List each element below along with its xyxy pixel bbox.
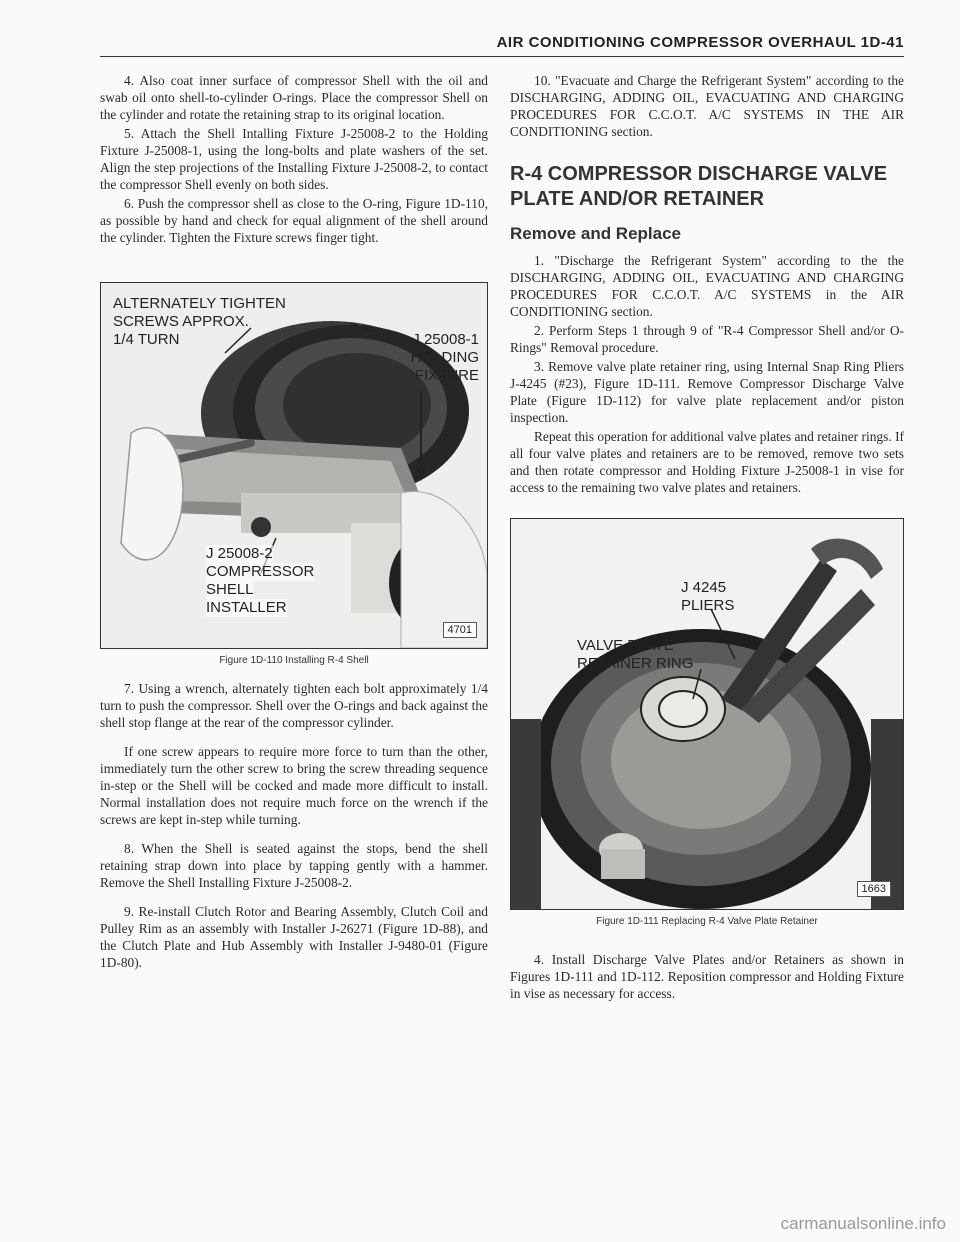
figure-tag-1663: 1663 [857, 881, 891, 897]
label-alternately-tighten: ALTERNATELY TIGHTEN [113, 295, 286, 312]
label-j25008-2: J 25008-2 [206, 545, 273, 562]
label-fixture: FIXTURE [414, 367, 479, 384]
label-pliers: PLIERS [681, 597, 735, 614]
label-j25008-1: J 25008-1 [412, 331, 479, 348]
paragraph-remove-step-1: 1. "Discharge the Refrigerant System" according to the the DISCHARGING, ADDING OIL, EVACUATING AND CHARGING PROCEDURES FOR C.C.O.T. A/C SYSTEMS in the AIR CONDITIONING section. [510, 253, 904, 319]
paragraph-step-7-note: If one screw appears to require more force to turn than the other, immediately turn the other screw to bring the screw threading sequence in-step or the Shell will be cocked and made more difficult to install. Normal installation does not require much force on the wrench if the screws are kept in-step while turning. [100, 744, 488, 827]
figure-1d-111-caption: Figure 1D-111 Replacing R-4 Valve Plate Retainer [596, 916, 818, 927]
figure-1d-111 [510, 518, 904, 910]
label-compressor: COMPRESSOR [206, 563, 315, 580]
paragraph-remove-step-2: 2. Perform Steps 1 through 9 of "R-4 Compressor Shell and/or O-Rings" Removal procedure. [510, 323, 904, 355]
label-retainer-ring: RETAINER RING [577, 655, 694, 672]
paragraph-step-7: 7. Using a wrench, alternately tighten each bolt approximately 1/4 turn to push the compressor. Shell over the O-rings and back against the shell stop flange at the rear of the compressor cylinder. [100, 681, 488, 730]
label-valve-plate: VALVE PLATE [577, 637, 674, 654]
right-column [510, 72, 904, 1004]
left-column [100, 72, 488, 973]
sub-title: Remove and Replace [510, 224, 682, 243]
label-holding: HOLDING [410, 349, 479, 366]
paragraph-step-10: 10. "Evacuate and Charge the Refrigerant System" according to the DISCHARGING, ADDING OIL, EVACUATING AND CHARGING PROCEDURES FOR C.C.O.T. A/C SYSTEMS IN THE AIR CONDITIONING section. [510, 73, 904, 139]
figure-tag-4701: 4701 [443, 622, 477, 638]
figure-1d-110-caption: Figure 1D-110 Installing R-4 Shell [219, 655, 369, 666]
label-shell: SHELL [206, 581, 254, 598]
paragraph-remove-step-3: 3. Remove valve plate retainer ring, using Internal Snap Ring Pliers J-4245 (#23), Figure 1D-111. Remove Compressor Discharge Valve Plate (Figure 1D-112) for valve plate replacement and/or piston inspection. [510, 359, 904, 425]
page-header [100, 30, 904, 57]
label-j4245: J 4245 [681, 579, 727, 596]
figure-1d-111-illustration [511, 519, 903, 909]
paragraph-step-5: 5. Attach the Shell Intalling Fixture J-25008-2 to the Holding Fixture J-25008-1, using the long-bolts and plate washers of the set. Align the step projections of the Installing Fixture J-25008-2, to contact the compressor Shell evenly on both sides. [100, 126, 488, 192]
paragraph-step-8: 8. When the Shell is seated against the stops, bend the shell retaining strap down into place by tapping gently with a hammer. Remove the Shell Installing Fixture J-25008-2. [100, 841, 488, 890]
label-quarter-turn: 1/4 TURN [113, 331, 180, 348]
label-screws-approx: SCREWS APPROX. [113, 313, 249, 330]
paragraph-step-9: 9. Re-install Clutch Rotor and Bearing Assembly, Clutch Coil and Pulley Rim as an assembly with Installer J-26271 (Figure 1D-88), and the Clutch Plate and Hub Assembly with Installer J-9480-01 (Figure 1D-80). [100, 904, 488, 970]
paragraph-install-step-4: 4. Install Discharge Valve Plates and/or Retainers as shown in Figures 1D-111 and 1D-112. Reposition compressor and Holding Fixture in vise as necessary for access. [510, 952, 904, 1001]
paragraph-remove-step-3-repeat: Repeat this operation for additional valve plates and retainer rings. If all four valve plates and retainers are to be removed, remove two sets and then rotate compressor and Holding Fixture J-25008-1 in vise for access to the remaining two valve plates and retainers. [510, 429, 904, 495]
page-title: AIR CONDITIONING COMPRESSOR OVERHAUL 1D-41 [496, 34, 904, 51]
label-installer: INSTALLER [206, 599, 287, 616]
figure-1d-110 [100, 282, 488, 649]
section-title: R-4 COMPRESSOR DISCHARGE VALVE PLATE AND/OR RETAINER [510, 163, 888, 210]
paragraph-step-6: 6. Push the compressor shell as close to the O-ring, Figure 1D-110, as possible by hand and check for equal alignment of the shell around the cylinder. Tighten the Fixture screws finger tight. [100, 196, 488, 245]
paragraph-step-4: 4. Also coat inner surface of compressor Shell with the oil and swab oil onto shell-to-cylinder O-rings. Place the compressor Shell on the cylinder and rotate the retaining strap to its original location. [100, 73, 488, 122]
watermark: carmanualsonline.info [780, 1214, 946, 1233]
